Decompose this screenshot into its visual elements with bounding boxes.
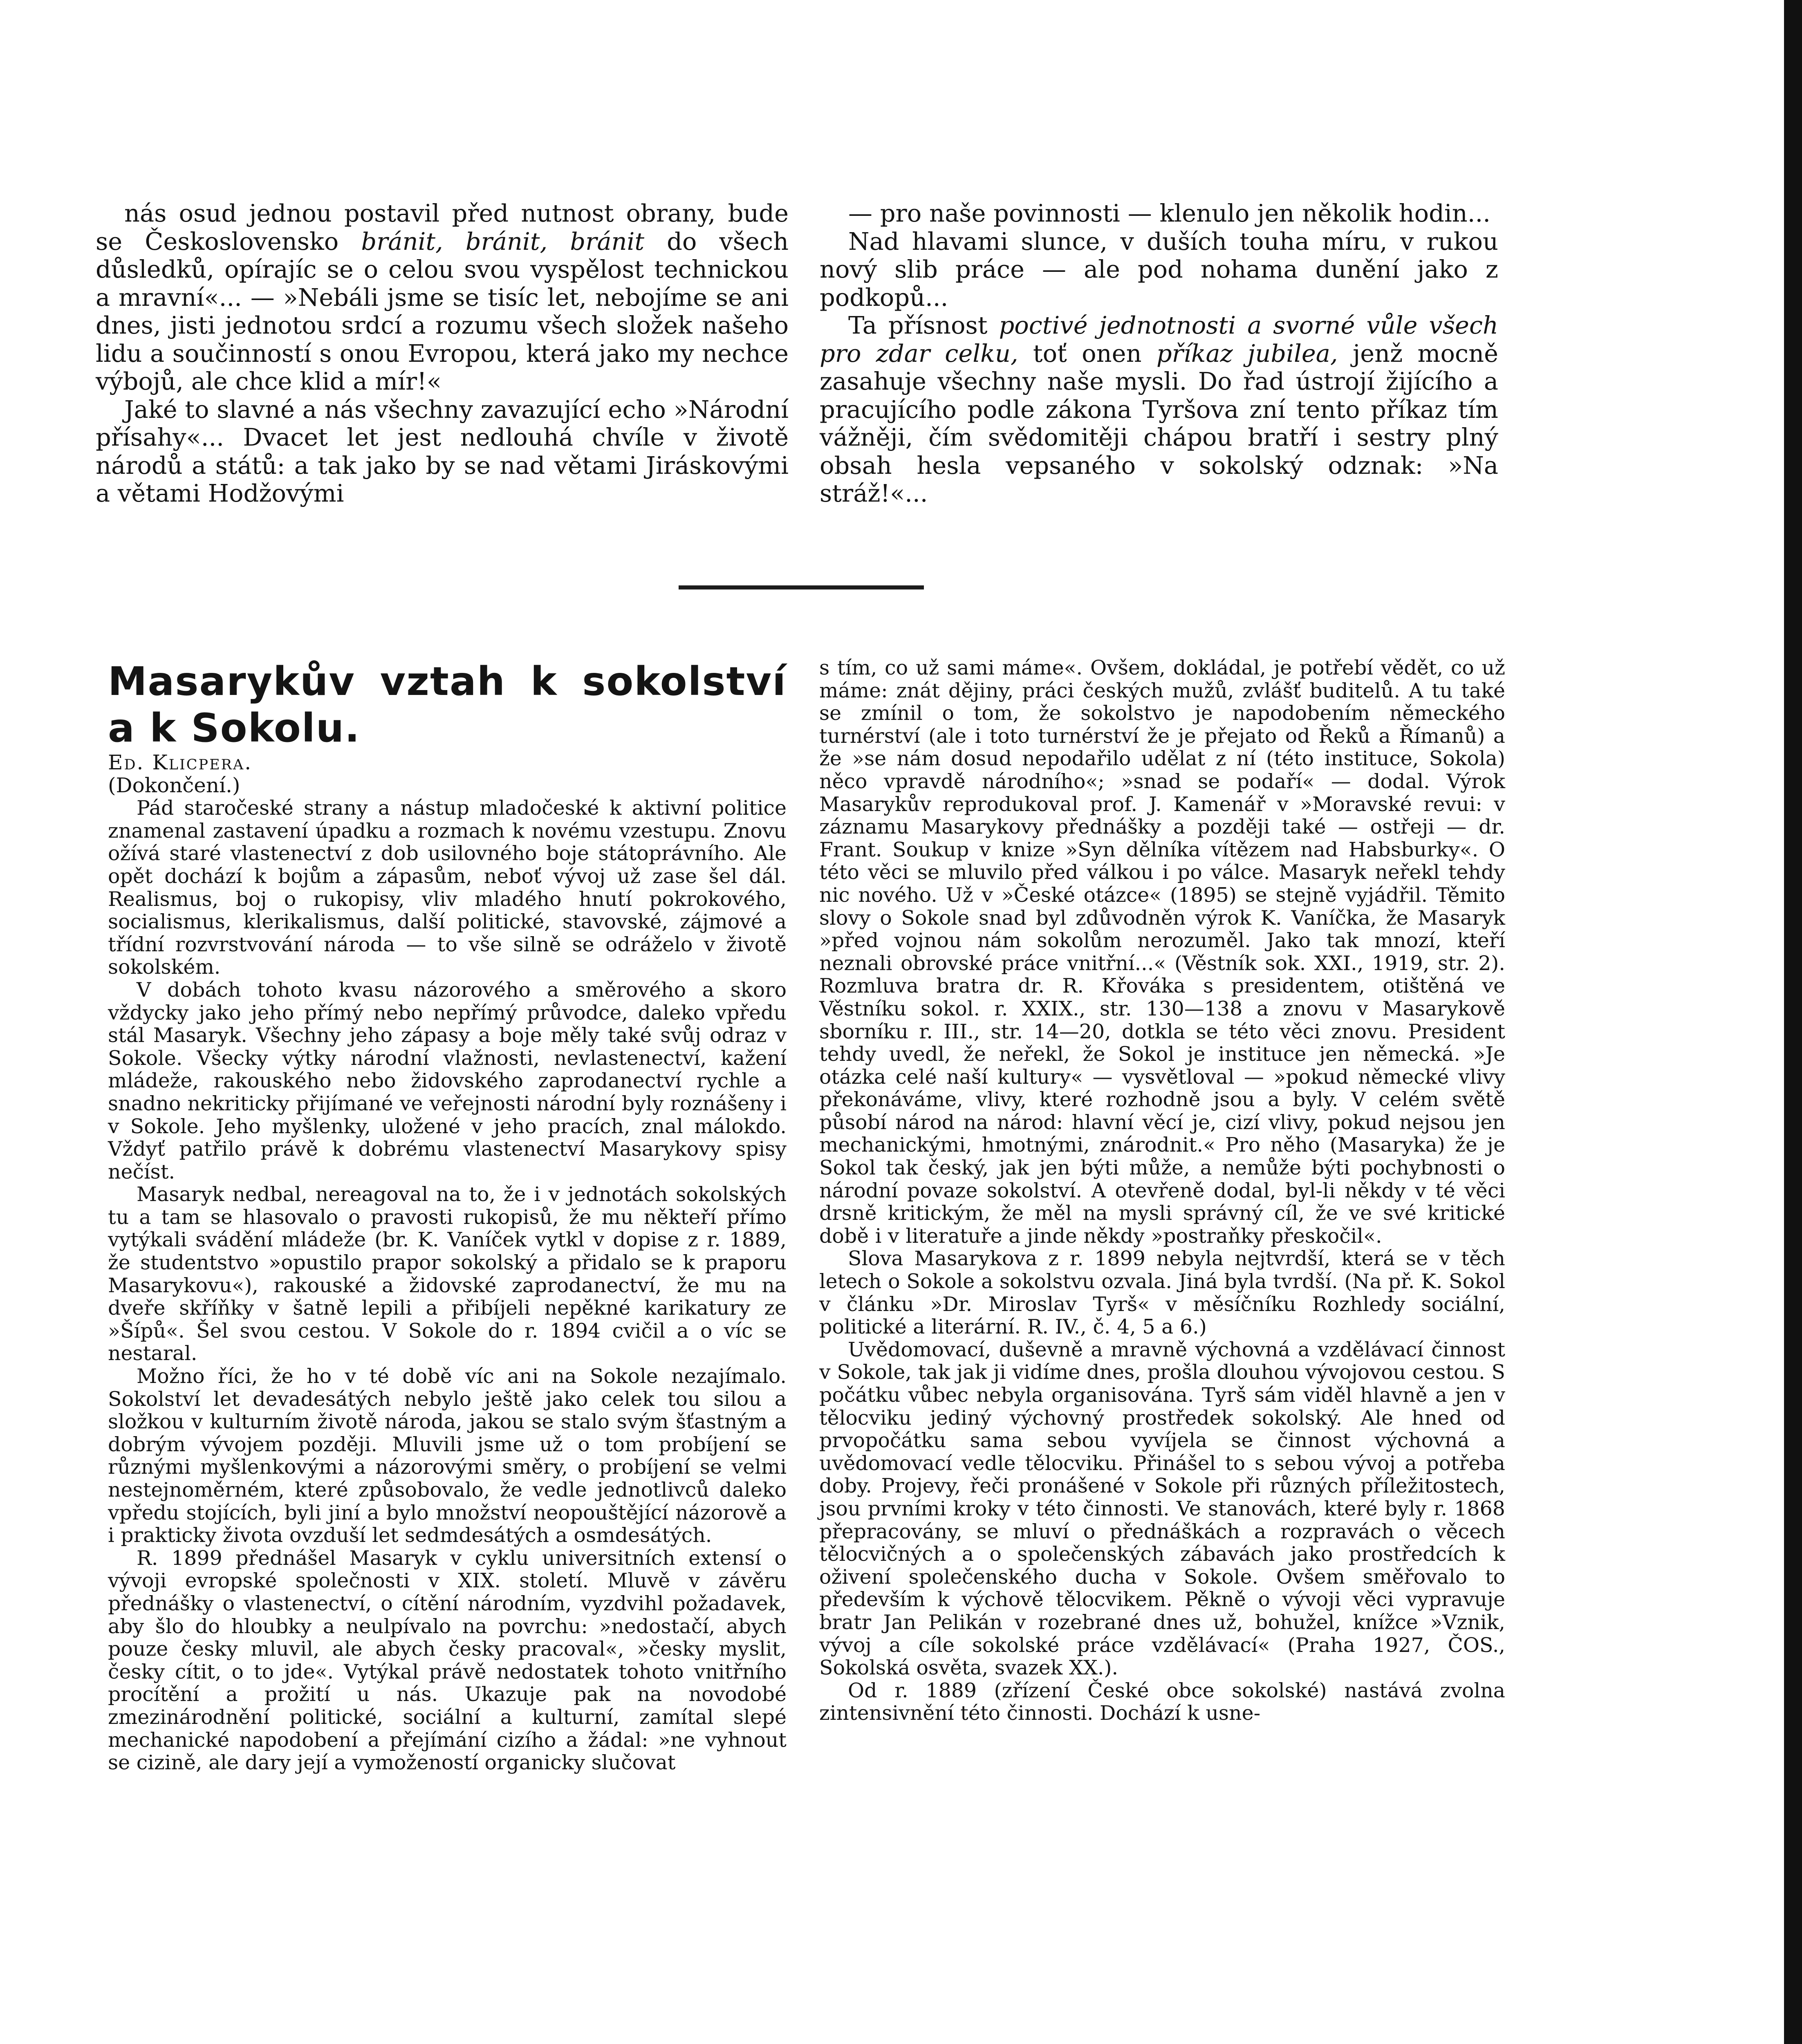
paragraph [819,1679,1505,1725]
paragraph [108,1183,787,1365]
text-run: toť onen [1018,339,1157,368]
article-right-column [819,657,1505,1725]
text-run: V dobách tohoto kvasu názorového a směrového a skoro vždycky jako jeho přímý nebo nepřímý průvodce, daleko vpředu stál Masaryk. Všechny jeho zápasy a boje měly také svůj odraz v Sokole. Všecky výtky národní vlažnosti, nevlastenectví, kažení mládeže, rakouského nebo židovského zaprodanectví rychle a snadno nekriticky přijímané ve veřejnosti národní byly roznášeny i v Sokole. Jeho myšlenky, uložené v jeho pracích, znal málokdo. Vždyť patřilo právě k dobrému vlastenectví Masarykovy spisy nečíst. [108,978,787,1183]
text-run: Pád staročeské strany a nástup mladočeské k aktivní politice znamenal zastavení úpadku a rozmach k novému vzestupu. Znovu ožívá staré vlastenectví z dob usilovného boje státoprávního. Ale opět dochází k bojům a zápasům, neboť vývoj už zase šel dál. Realismus, boj o rukopisy, vliv mladého hnutí pokrokového, socialismus, klerikalismus, další politické, stavovské, zájmové a třídní rozvrstvování národa — to vše silně se odráželo v životě sokolském. [108,796,787,979]
paragraph [108,1547,787,1774]
paragraph [819,657,1505,1247]
text-run: — pro naše povinnosti — klenulo jen několik hodin... [848,199,1490,227]
paragraph [108,979,787,1183]
text-run: Jaké to slavné a nás všechny zavazující echo »Národní přísahy«... Dvacet let jest nedlouhá chvíle v životě národů a států: a tak jako by se nad větami Jiráskovými a větami Hodžovými [96,395,789,507]
paragraph [820,228,1498,312]
page-edge-shadow [1784,0,1802,2044]
text-run: Ta přísnost [848,311,999,339]
section-divider [679,585,924,589]
upper-right-column [820,199,1498,508]
emphasis-text: bránit, bránit, bránit [361,227,645,256]
paragraph [820,199,1498,228]
text-run: Uvědomovací, duševně a mravně výchovná a vzdělávací činnost v Sokole, tak jak ji vidíme dnes, prošla dlouhou vývojovou cestou. S počátku vůbec nebyla organisována. Tyrš sám viděl hlavně a jen v tělocviku jediný výchovný prostředek sokolský. Ale hned od prvopočátku sama sebou vyvíjela se činnost výchovná a uvědomovací vedle tělocviku. Přinášel to s sebou vývoj a potřeba doby. Projevy, řeči pronášené v Sokole při různých příležitostech, jsou prvními kroky v této činnosti. Ve stanovách, které byly r. 1868 přepracovány, se mluví o přednáškách a rozpravách o věcech tělocvičných a o společenských zábavách jako prostředcích k oživení společenského ducha v Sokole. Ovšem směřovalo to především k výchově tělocvikem. Pěkně o vývoji věci vypravuje bratr Jan Pelikán v rozebrané dnes už, bohužel, knížce »Vznik, vývoj a cíle sokolské práce vzdělávací« (Praha 1927, ČOS., Sokolská osvěta, svazek XX.). [819,1338,1505,1680]
continuation-note: (Dokončení.) [108,773,240,797]
upper-left-column [96,199,789,508]
paragraph [108,1365,787,1547]
emphasis-text: příkaz jubilea, [1156,339,1338,368]
article-title: Masarykův vztah k sokolství a k Sokolu. [108,659,787,751]
text-run: Slova Masarykova z r. 1899 nebyla nejtvrdší, která se v těch letech o Sokole a sokolstvu ozvala. Jiná byla tvrdší. (Na př. K. Sokol v článku »Dr. Miroslav Tyrš« v měsíčníku Rozhledy sociální, politické a literární. R. IV., č. 4, 5 a 6.) [819,1247,1505,1339]
text-run: nás osud jednou postavil před nutnost obrany, bude se Československo [96,199,789,256]
text-run: Masaryk nedbal, nereagoval na to, že i v jednotách sokolských tu a tam se hlasovalo o pravosti rukopisů, že mu někteří přímo vytýkali svádění mládeže (br. K. Vaníček vytkl v dopise z r. 1889, že studentstvo »opustilo prapor sokolský a přidalo se k praporu Masarykovu«), rakouské a židovské zaprodanectví, že mu na dveře skříňky v šatně lepili a přibíjeli nepěkné karikatury ze »Šípů«. Šel svou cestou. V Sokole do r. 1894 cvičil a o víc se nestaral. [108,1183,787,1365]
paragraph [108,797,787,979]
text-run: Od r. 1889 (zřízení České obce sokolské) nastává zvolna zintensivnění této činnosti. Dochází k usne- [819,1679,1505,1725]
article-left-body [108,797,787,1774]
text-run: s tím, co už sami máme«. Ovšem, dokládal, je potřebí vědět, co už máme: znát dějiny, práci českých mužů, zvlášť buditelů. A tu také se zmínil o tom, že sokolstvo je napodobením německého turnérství (ale i toto turnérství že je přejato od Řeků a Římanů) a že »se nám dosud nepodařilo udělat z ní (této instituce, Sokola) něco vpravdě národního«; »snad se podaří« — dodal. Výrok Masarykův reprodukoval prof. J. Kamenář v »Moravské revui: v záznamu Masarykovy přednášky a později také — ostřeji — dr. Frant. Soukup v knize »Syn dělníka vítězem nad Habsburky«. O této věci se mluvilo před válkou i po válce. Masaryk neřekl tehdy nic nového. Už v »České otázce« (1895) se stejně vyjádřil. Těmito slovy o Sokole snad byl zdůvodněn výrok K. Vaníčka, že Masaryk »před vojnou nám sokolům nerozuměl. Jako tak mnozí, kteří neznali obrovské práce vnitřní...« (Věstník sok. XXI., 1919, str. 2). Rozmluva bratra dr. R. Křováka s presidentem, otištěná ve Věstníku sokol. r. XXIX., str. 130—138 a znovu v Masarykově sborníku r. III., str. 14—20, dotkla se této věci znovu. President tehdy uvedl, že neřekl, že Sokol je instituce jen německá. »Je otázka celé naší kultury« — vysvětloval — »pokud německé vlivy překonáváme, vlivy, které rozhodně jsou a byly. V celém světě působí národ na národ: hlavní věcí je, cizí vlivy, pokud nejsou jen mechanickými, hmotnými, znárodnit.« Pro něho (Masaryka) že je Sokol tak český, jak jen býti může, a nemůže býti pochybnosti o národní povaze sokolství. A otevřeně dodal, byl-li někdy v té věci drsně kritickým, že měl na mysli správný cíl, že ve své kritické době i v literatuře a jinde někdy »postraňky přeskočil«. [819,656,1505,1248]
paragraph [96,396,789,508]
emphasis-text: poctivé jednotnosti a svorné vůle všech pro zdar celku, [820,311,1498,368]
paragraph [96,199,789,396]
paragraph [819,1338,1505,1679]
text-run: Nad hlavami slunce, v duších touha míru, v rukou nový slib práce — ale pod nohama dunění jako z podkopů... [820,227,1498,312]
paragraph [820,312,1498,508]
paragraph [819,1247,1505,1338]
article-author: Ed. Klicpera. [108,751,253,774]
text-run: R. 1899 přednášel Masaryk v cyklu universitních extensí o vývoji evropské společnosti v XIX. století. Mluvě v závěru přednášky o vlastenectví, o cítění národním, vyzdvihl požadavek, aby šlo do hloubky a neulpívalo na povrchu: »nedostačí, abych pouze česky mluvil, ale abych česky pracoval«, »česky myslit, česky cítit, o to jde«. Vytýkal právě nedostatek tohoto vnitřního procítění a prožití u nás. Ukazuje pak na novodobé zmezinárodnění politické, sociální a kulturní, zamítal slepé mechanické napodobení a přejímání cizího a žádal: »ne vyhnout se cizině, ale dary její a vymožeností organicky slučovat [108,1546,787,1775]
text-run: Možno říci, že ho v té době víc ani na Sokole nezajímalo. Sokolství let devadesátých nebylo ještě jako celek tou silou a složkou v kulturním životě národa, jakou se stalo svým šťastným a dobrým vývojem později. Mluvili jsme už o tom probíjení se různými myšlenkovými a názorovými směry, o probíjení se velmi nestejnoměrném, které způsobovalo, že vedle jednotlivců daleko vpředu stojících, byli jiní a bylo množství neopouštějící názorově a i prakticky života ovzduší let sedmdesátých a osmdesátých. [108,1365,787,1547]
text-run: jenž mocně zasahuje všechny naše mysli. Do řad ústrojí žijícího a pracujícího podle zákona Tyršova zní tento příkaz tím vážněji, čím svědomitěji chápou bratří i sestry plný obsah hesla vepsaného v sokolský odznak: »Na stráž!«... [820,339,1498,507]
text-run: do všech důsledků, opírajíc se o celou svou vyspělost technickou a mravní«... — »Nebáli jsme se tisíc let, nebojíme se ani dnes, jisti jednotou srdcí a rozumu všech složek našeho lidu a součinností s onou Evropou, která jako my nechce výbojů, ale chce klid a mír!« [96,227,789,395]
article-left-column [108,658,787,1774]
